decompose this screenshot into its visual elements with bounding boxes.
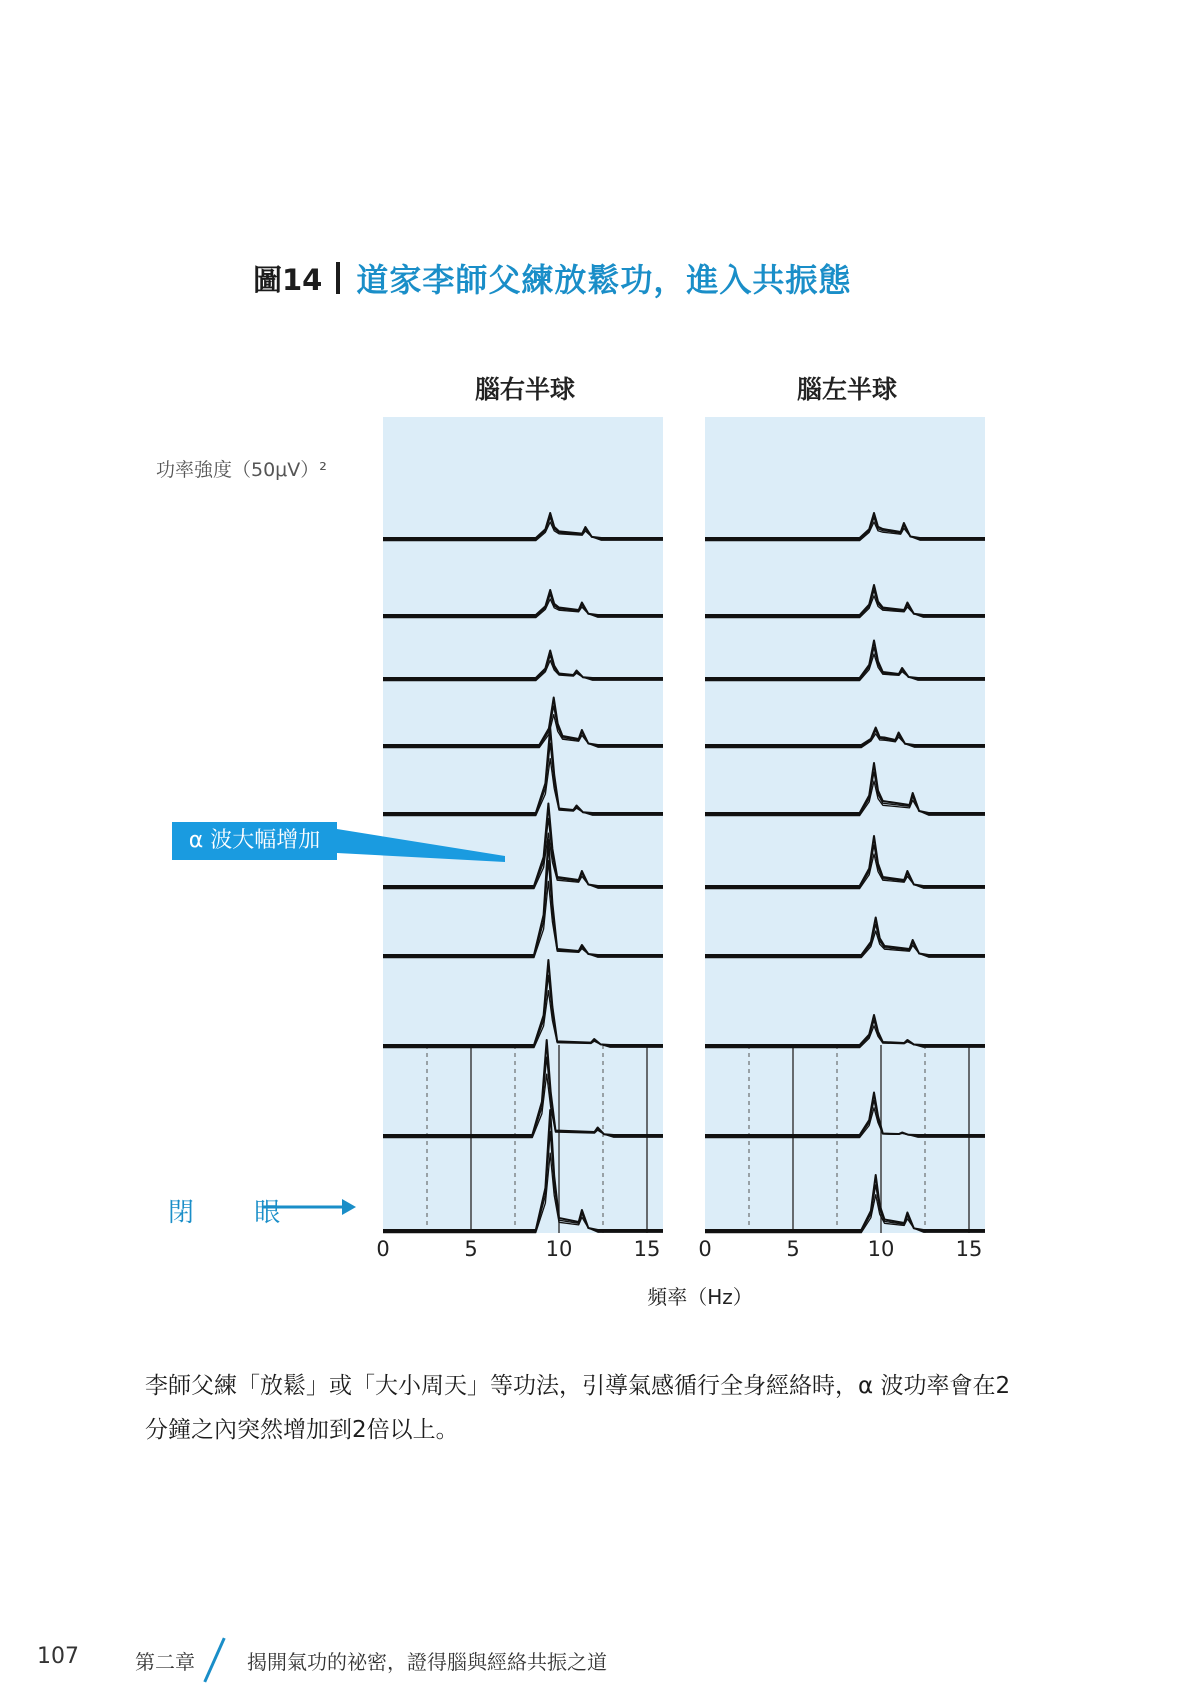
page-number: 107 xyxy=(37,1644,79,1669)
x-tick-label: 0 xyxy=(698,1237,712,1261)
page-footer xyxy=(0,1640,1192,1680)
x-tick-label: 10 xyxy=(867,1237,895,1261)
figure-caption: 李師父練「放鬆」或「大小周天」等功法，引導氣感循行全身經絡時，α 波功率會在2分鐘之內突然增加到2倍以上。 xyxy=(145,1373,1011,1443)
figure-title-text: 道家李師父練放鬆功，進入共振態 xyxy=(356,261,852,299)
eyes-closed-label: 閉 眼 xyxy=(168,1198,307,1228)
y-axis-label: 功率強度（50μV）² xyxy=(156,459,327,481)
panel-title-left-hemisphere: 腦左半球 xyxy=(796,375,897,404)
chapter-label: 第二章 xyxy=(135,1650,195,1674)
x-tick-label: 5 xyxy=(786,1237,800,1261)
x-axis-label: 頻率（Hz） xyxy=(647,1285,753,1309)
x-tick-label: 0 xyxy=(376,1237,390,1261)
x-tick-label: 15 xyxy=(633,1237,661,1261)
x-tick-label: 15 xyxy=(955,1237,983,1261)
alpha-wave-callout: α 波大幅增加 xyxy=(172,822,337,860)
x-tick-label: 5 xyxy=(464,1237,478,1261)
book-title: 揭開氣功的祕密，證得腦與經絡共振之道 xyxy=(247,1650,607,1674)
figure-number: 圖14 xyxy=(253,262,323,297)
eyes-closed-arrowhead xyxy=(342,1199,356,1215)
panel-title-right-hemisphere: 腦右半球 xyxy=(474,375,575,404)
x-tick-label: 10 xyxy=(545,1237,573,1261)
footer-divider xyxy=(203,1637,225,1682)
